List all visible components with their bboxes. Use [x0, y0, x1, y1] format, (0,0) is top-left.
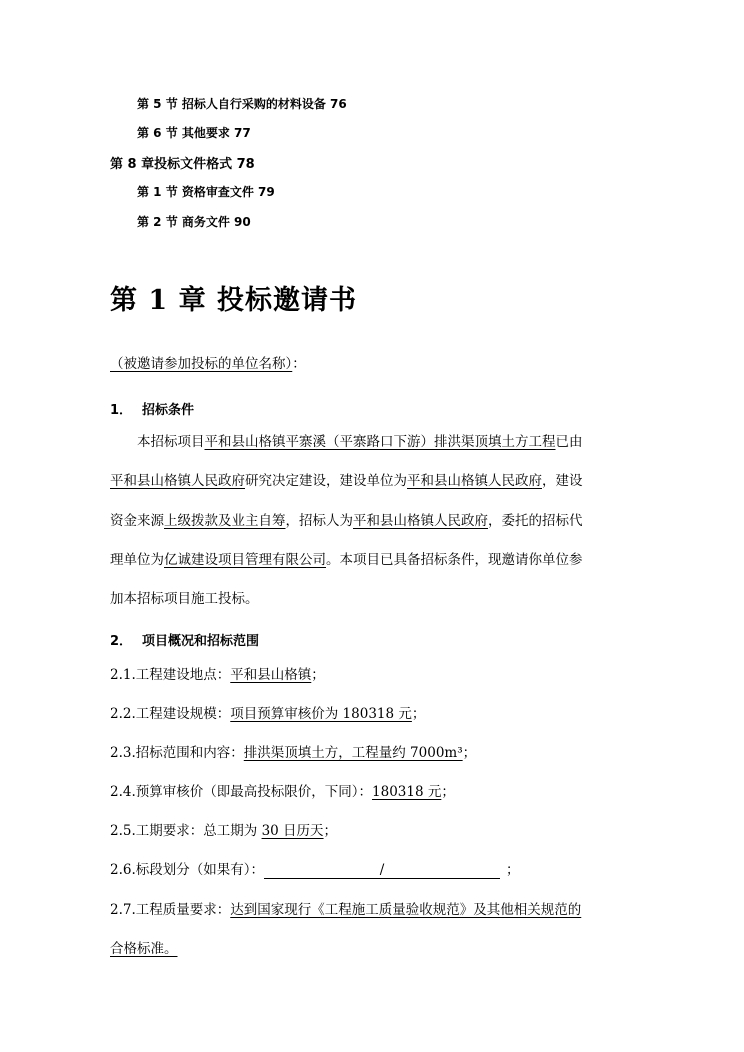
tenderer-name: 平和县山格镇人民政府	[353, 513, 488, 529]
toc-item-section1[interactable]: 第 1 节 资格审查文件 79	[137, 185, 275, 199]
s1-text: 本招标项目	[137, 434, 205, 450]
item-label: 2.4.预算审核价（即最高投标限价，下同）：	[110, 784, 373, 800]
project-name: 平和县山格镇平寨溪（平寨路口下游）排洪渠顶填土方工程	[204, 434, 556, 450]
s1-line1	[137, 436, 583, 450]
item-value: 合格标准。	[110, 941, 178, 957]
section1-heading	[110, 399, 194, 418]
item-label: 2.3.招标范围和内容：	[110, 745, 244, 761]
s1-text: ，委托的招标代	[488, 513, 583, 529]
s1-text: 研究决定建设，建设单位为	[245, 473, 407, 489]
item-value: /	[264, 864, 500, 879]
item-value: 平和县山格镇	[230, 667, 312, 683]
item-value: 项目预算审核价为 180318 元	[230, 706, 412, 722]
item-2-4	[110, 786, 455, 800]
item-end: ；	[506, 862, 520, 878]
item-end: ；	[411, 706, 426, 722]
fund-source: 上级拨款及业主自筹	[164, 513, 286, 529]
section1-number: 1．	[110, 403, 133, 418]
toc-item-section2[interactable]: 第 2 节 商务文件 90	[137, 215, 251, 229]
s1-text: ，招标人为	[285, 513, 353, 529]
item-label: 2.2.工程建设规模：	[110, 706, 231, 722]
s1-line3	[110, 515, 583, 529]
item-end: ；	[462, 745, 477, 761]
item-2-6	[110, 864, 520, 879]
item-2-7-cont	[110, 943, 178, 957]
approver-name: 平和县山格镇人民政府	[110, 473, 245, 489]
section1-title: 招标条件	[142, 403, 195, 418]
chapter-title: 第 1 章 投标邀请书	[110, 285, 357, 316]
agency-name: 亿诚建设项目管理有限公司	[164, 552, 326, 568]
invitee-colon: ：	[292, 356, 306, 372]
s1-line4	[110, 554, 583, 568]
section2-title: 项目概况和招标范围	[142, 634, 260, 649]
s1-line5: 加本招标项目施工投标。	[110, 591, 259, 607]
item-value: 30 日历天	[261, 823, 324, 839]
s1-text: 已由	[555, 434, 583, 450]
toc-item-section6[interactable]: 第 6 节 其他要求 77	[137, 126, 251, 140]
item-value: 排洪渠顶填土方，工程量约 7000m³	[243, 745, 463, 761]
toc-item-chapter8[interactable]: 第 8 章投标文件格式 78	[110, 157, 255, 172]
item-2-3	[110, 747, 476, 761]
item-value: 达到国家现行《工程施工质量验收规范》及其他相关规范的	[230, 902, 582, 918]
item-end: ；	[323, 823, 338, 839]
item-label: 2.1.工程建设地点：	[110, 667, 231, 683]
item-2-5	[110, 825, 337, 839]
item-label: 2.7.工程质量要求：	[110, 902, 231, 918]
s1-line2	[110, 475, 583, 489]
s1-text: 资金来源	[110, 513, 164, 529]
item-value: 180318 元	[372, 784, 442, 800]
s1-text: ，建设	[542, 473, 583, 489]
section2-heading	[110, 630, 259, 649]
item-end: ；	[311, 667, 325, 683]
invitee-line	[110, 358, 306, 372]
item-end: ；	[441, 784, 455, 800]
item-2-2	[110, 708, 425, 722]
builder-name: 平和县山格镇人民政府	[407, 473, 542, 489]
toc-item-section5[interactable]: 第 5 节 招标人自行采购的材料设备 76	[137, 97, 347, 111]
section2-number: 2．	[110, 634, 133, 649]
item-label: 2.6.标段划分（如果有）：	[110, 862, 265, 878]
s1-text: 。本项目已具备招标条件，现邀请你单位参	[326, 552, 583, 568]
s1-text: 理单位为	[110, 552, 164, 568]
item-2-1	[110, 669, 325, 683]
item-2-7	[110, 904, 581, 918]
invitee-name: （被邀请参加投标的单位名称）	[110, 356, 293, 372]
item-label: 2.5.工期要求：总工期为	[110, 823, 262, 839]
